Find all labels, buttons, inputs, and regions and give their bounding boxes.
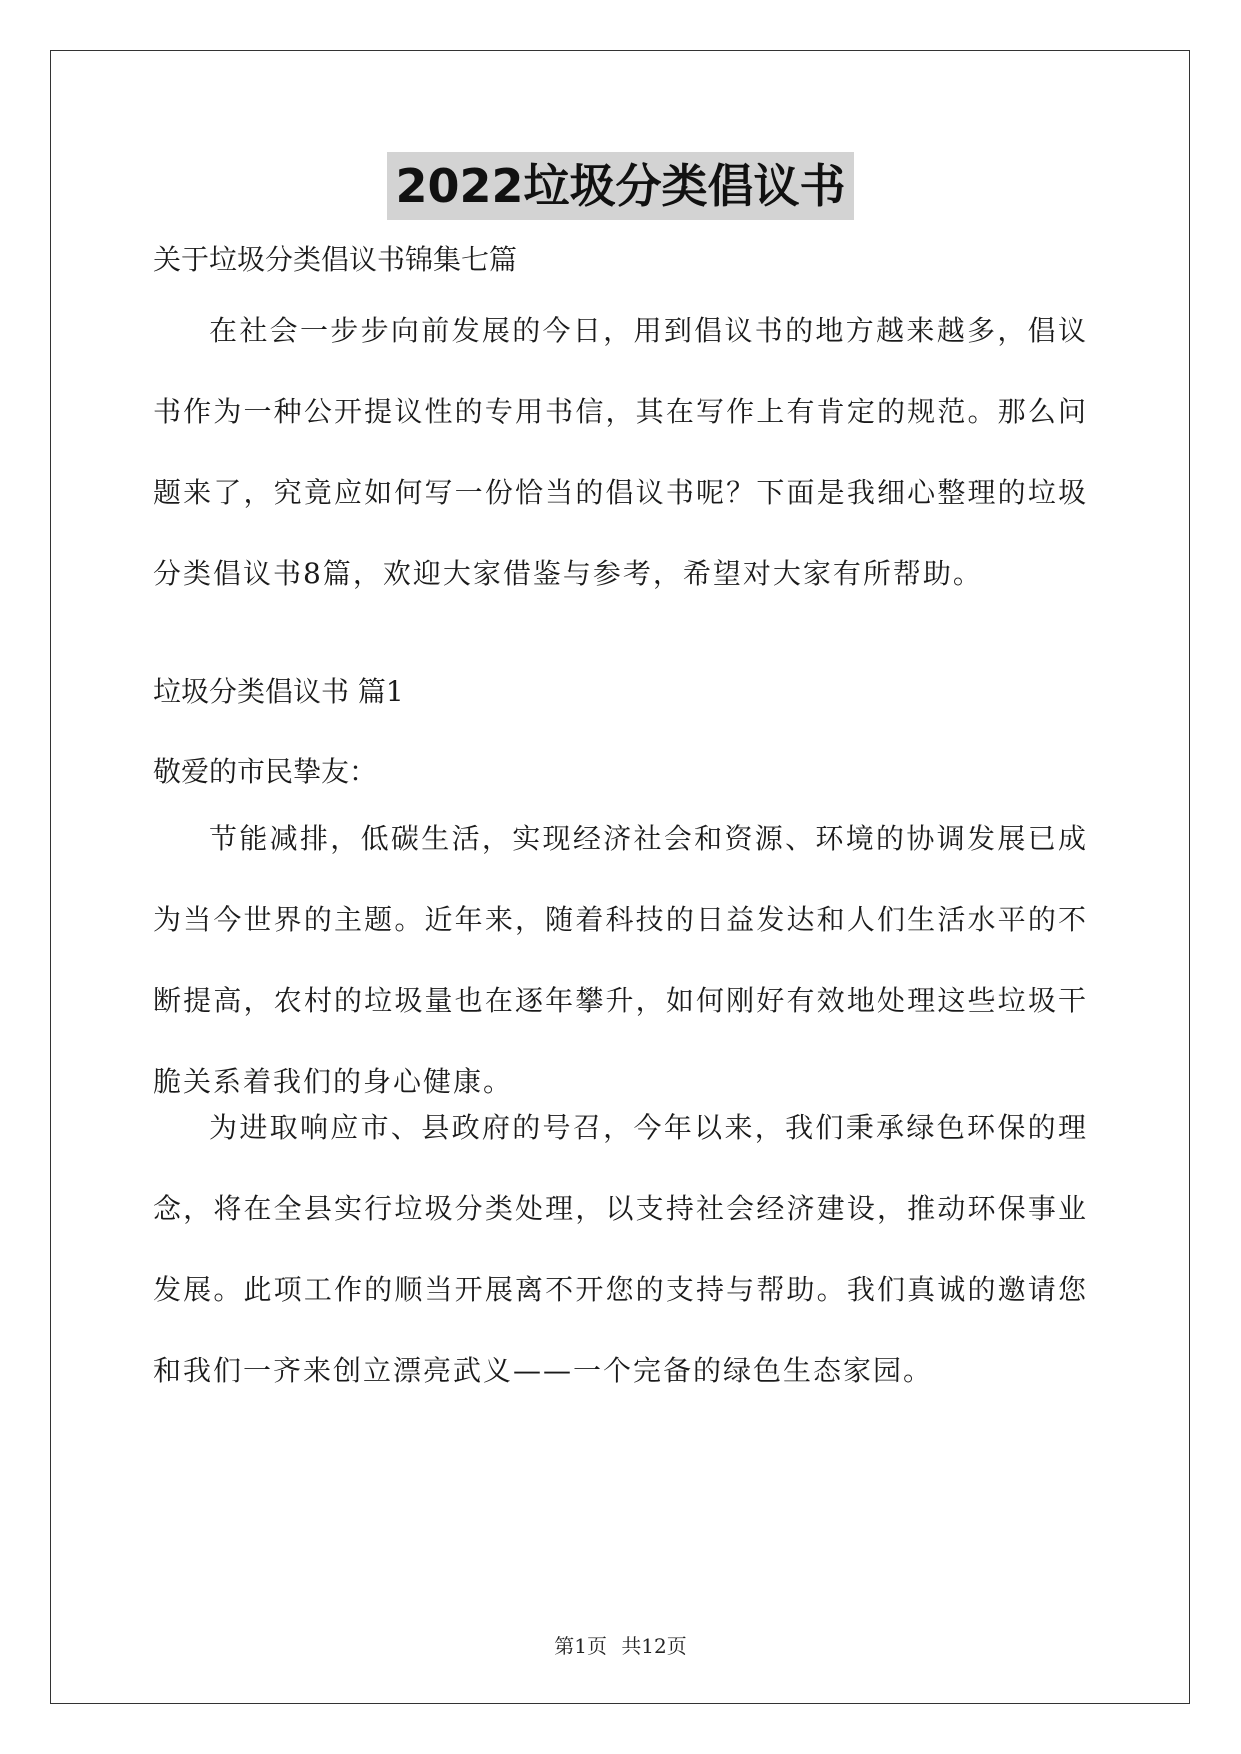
intro-paragraph: 在社会一步步向前发展的今日，用到倡议书的地方越来越多，倡议书作为一种公开提议性的专用书信，其在写作上有肯定的规范。那么问题来了，究竟应如何写一份恰当的倡议书呢？下面是我细心整理的垃圾分类倡议书8篇，欢迎大家借鉴与参考，希望对大家有所帮助。 — [153, 314, 1088, 590]
page-total: 共12页 — [621, 1634, 687, 1658]
document-subtitle: 关于垃圾分类倡议书锦集七篇 — [153, 243, 518, 276]
page-footer — [0, 1630, 1241, 1659]
title-container — [0, 152, 1241, 220]
salutation: 敬爱的市民挚友： — [153, 755, 378, 788]
body-paragraph-1: 节能减排，低碳生活，实现经济社会和资源、环境的协调发展已成为当今世界的主题。近年来，随着科技的日益发达和人们生活水平的不断提高，农村的垃圾量也在逐年攀升，如何刚好有效地处理这些垃圾干脆关系着我们的身心健康。 — [153, 822, 1088, 1098]
section-heading: 垃圾分类倡议书 篇1 — [153, 675, 404, 708]
document-title: 2022垃圾分类倡议书 — [387, 152, 853, 220]
page-number: 第1页 — [554, 1634, 607, 1658]
body-paragraph-2: 为进取响应市、县政府的号召，今年以来，我们秉承绿色环保的理念，将在全县实行垃圾分类处理，以支持社会经济建设，推动环保事业发展。此项工作的顺当开展离不开您的支持与帮助。我们真诚的邀请您和我们一齐来创立漂亮武义——一个完备的绿色生态家园。 — [153, 1111, 1088, 1387]
